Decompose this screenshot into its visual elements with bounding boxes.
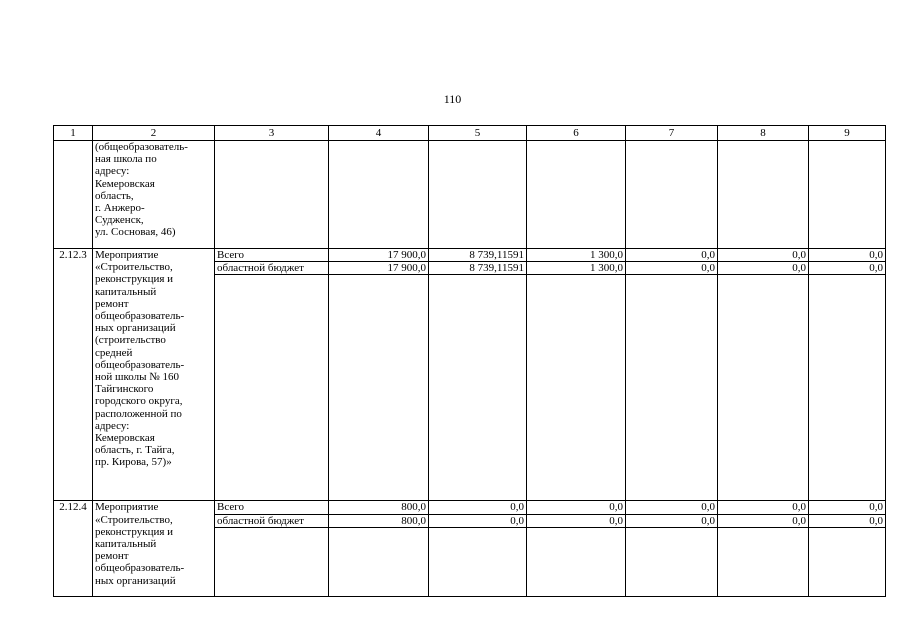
column-number: 1 (54, 126, 93, 141)
value-cell: 8 739,11591 (429, 249, 527, 262)
value-cell: 800,0 (329, 501, 429, 514)
source-cell: Всего (215, 501, 329, 514)
page-number: 110 (443, 92, 462, 106)
value-cell: 0,0 (809, 514, 886, 527)
column-number: 3 (215, 126, 329, 141)
value-cell (329, 275, 429, 501)
value-cell: 0,0 (527, 501, 626, 514)
value-cell: 0,0 (718, 249, 809, 262)
column-number-row (54, 126, 886, 141)
name-cell: Мероприятие «Строительство, реконструкция и капитальный ремонт общеобразователь- ных организаций (93, 501, 215, 596)
budget-table (53, 125, 886, 597)
column-number: 2 (93, 126, 215, 141)
table-row (54, 501, 886, 514)
value-cell (527, 141, 626, 249)
value-cell (626, 141, 718, 249)
column-number: 5 (429, 126, 527, 141)
value-cell: 0,0 (527, 514, 626, 527)
value-cell: 0,0 (809, 501, 886, 514)
value-cell (429, 141, 527, 249)
value-cell (329, 141, 429, 249)
name-cell: (общеобразователь- ная школа по адресу: Кемеровская область, г. Анжеро- Судженск, ул. Сосновая, 46) (93, 141, 215, 249)
value-cell (626, 527, 718, 596)
column-number: 7 (626, 126, 718, 141)
value-cell (809, 527, 886, 596)
value-cell: 0,0 (626, 514, 718, 527)
value-cell: 1 300,0 (527, 249, 626, 262)
source-cell: областной бюджет (215, 262, 329, 275)
value-cell: 0,0 (718, 262, 809, 275)
source-cell (215, 527, 329, 596)
value-cell (809, 141, 886, 249)
source-cell (215, 275, 329, 501)
value-cell: 17 900,0 (329, 249, 429, 262)
value-cell: 0,0 (626, 501, 718, 514)
value-cell (429, 275, 527, 501)
value-cell: 0,0 (809, 249, 886, 262)
value-cell (527, 275, 626, 501)
source-cell: областной бюджет (215, 514, 329, 527)
column-number: 4 (329, 126, 429, 141)
value-cell: 0,0 (429, 501, 527, 514)
value-cell: 8 739,11591 (429, 262, 527, 275)
value-cell (429, 527, 527, 596)
table-row-continued (54, 141, 886, 249)
value-cell (718, 141, 809, 249)
name-cell: Мероприятие «Строительство, реконструкция и капитальный ремонт общеобразователь- ных организаций (строительство средней общеобразователь- ной школы № 160 Тайгинского городского округа, расположенной по адресу: Кемеровская область, г. Тайга, пр. Кирова, 57)» (93, 249, 215, 501)
value-cell: 0,0 (718, 501, 809, 514)
source-cell (215, 141, 329, 249)
value-cell: 0,0 (809, 262, 886, 275)
value-cell: 0,0 (626, 262, 718, 275)
code-cell: 2.12.3 (54, 249, 93, 501)
column-number: 6 (527, 126, 626, 141)
value-cell: 0,0 (626, 249, 718, 262)
value-cell (626, 275, 718, 501)
value-cell: 17 900,0 (329, 262, 429, 275)
source-cell: Всего (215, 249, 329, 262)
value-cell: 1 300,0 (527, 262, 626, 275)
value-cell (718, 527, 809, 596)
column-number: 9 (809, 126, 886, 141)
value-cell (527, 527, 626, 596)
value-cell (809, 275, 886, 501)
value-cell (718, 275, 809, 501)
code-cell: 2.12.4 (54, 501, 93, 596)
value-cell (329, 527, 429, 596)
value-cell: 0,0 (429, 514, 527, 527)
table-row (54, 249, 886, 262)
code-cell (54, 141, 93, 249)
value-cell: 0,0 (718, 514, 809, 527)
column-number: 8 (718, 126, 809, 141)
value-cell: 800,0 (329, 514, 429, 527)
